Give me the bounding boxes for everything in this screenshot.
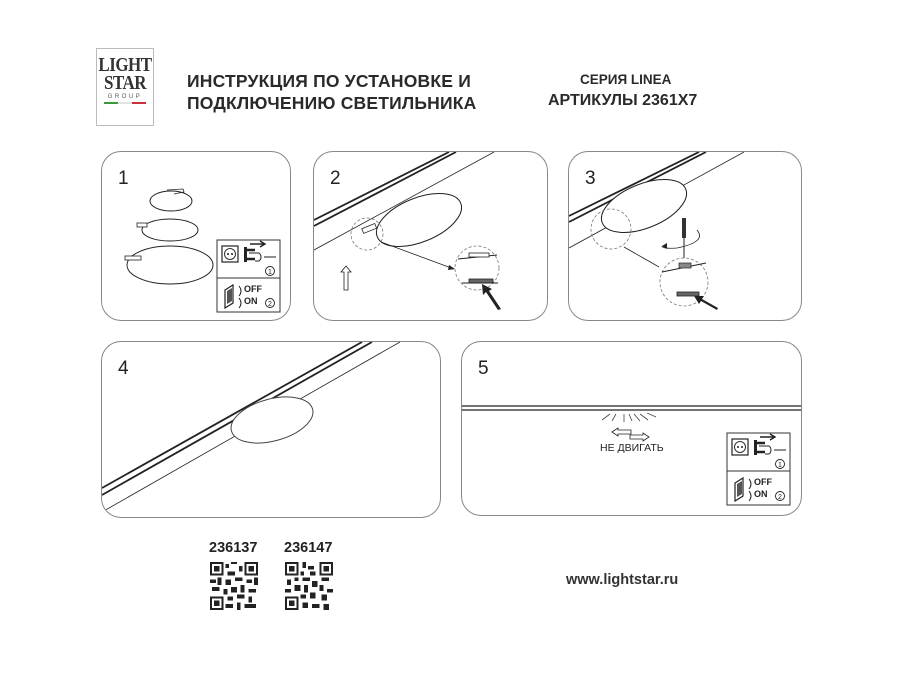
qr-code-icon[interactable] (284, 562, 334, 610)
step-panel-4 (101, 341, 441, 518)
step-number: 3 (585, 168, 596, 189)
website-link[interactable]: www.lightstar.ru (566, 572, 679, 588)
title-line2: ПОДКЛЮЧЕНИЮ СВЕТИЛЬНИКА (187, 93, 477, 113)
brand-logo (96, 48, 154, 126)
step-panel-5 (461, 341, 802, 516)
title-line1: ИНСТРУКЦИЯ ПО УСТАНОВКЕ И (187, 71, 471, 91)
step-number: 5 (478, 358, 489, 379)
power-pictogram (727, 433, 790, 505)
tighten-screw-illustration (569, 152, 802, 321)
luminaire-sizes-illustration (102, 152, 291, 321)
mounted-luminaire-illustration (102, 342, 441, 518)
attach-luminaire-illustration (314, 152, 548, 321)
product-code-2: 236147 (284, 540, 333, 556)
do-not-move-illustration (462, 342, 802, 516)
series-label: СЕРИЯ LINEA (580, 72, 672, 87)
logo-line3: GROUP (107, 94, 143, 100)
logo-line1: LIGHT (98, 53, 152, 76)
step-number: 4 (118, 358, 129, 379)
document-title (187, 70, 477, 114)
step-panel-2 (313, 151, 548, 321)
step-number: 1 (118, 168, 129, 189)
qr-code-icon[interactable] (209, 562, 259, 610)
power-pictogram (217, 240, 280, 312)
step-panel-1 (101, 151, 291, 321)
articles-label: АРТИКУЛЫ 2361X7 (548, 92, 698, 109)
do-not-move-label: НЕ ДВИГАТЬ (600, 442, 664, 454)
light-rays (602, 413, 656, 422)
product-code-1: 236137 (209, 540, 258, 556)
italian-flag-stripe (97, 102, 153, 104)
logo-line2: STAR (103, 71, 147, 94)
step-panel-3 (568, 151, 802, 321)
step-number: 2 (330, 168, 341, 189)
